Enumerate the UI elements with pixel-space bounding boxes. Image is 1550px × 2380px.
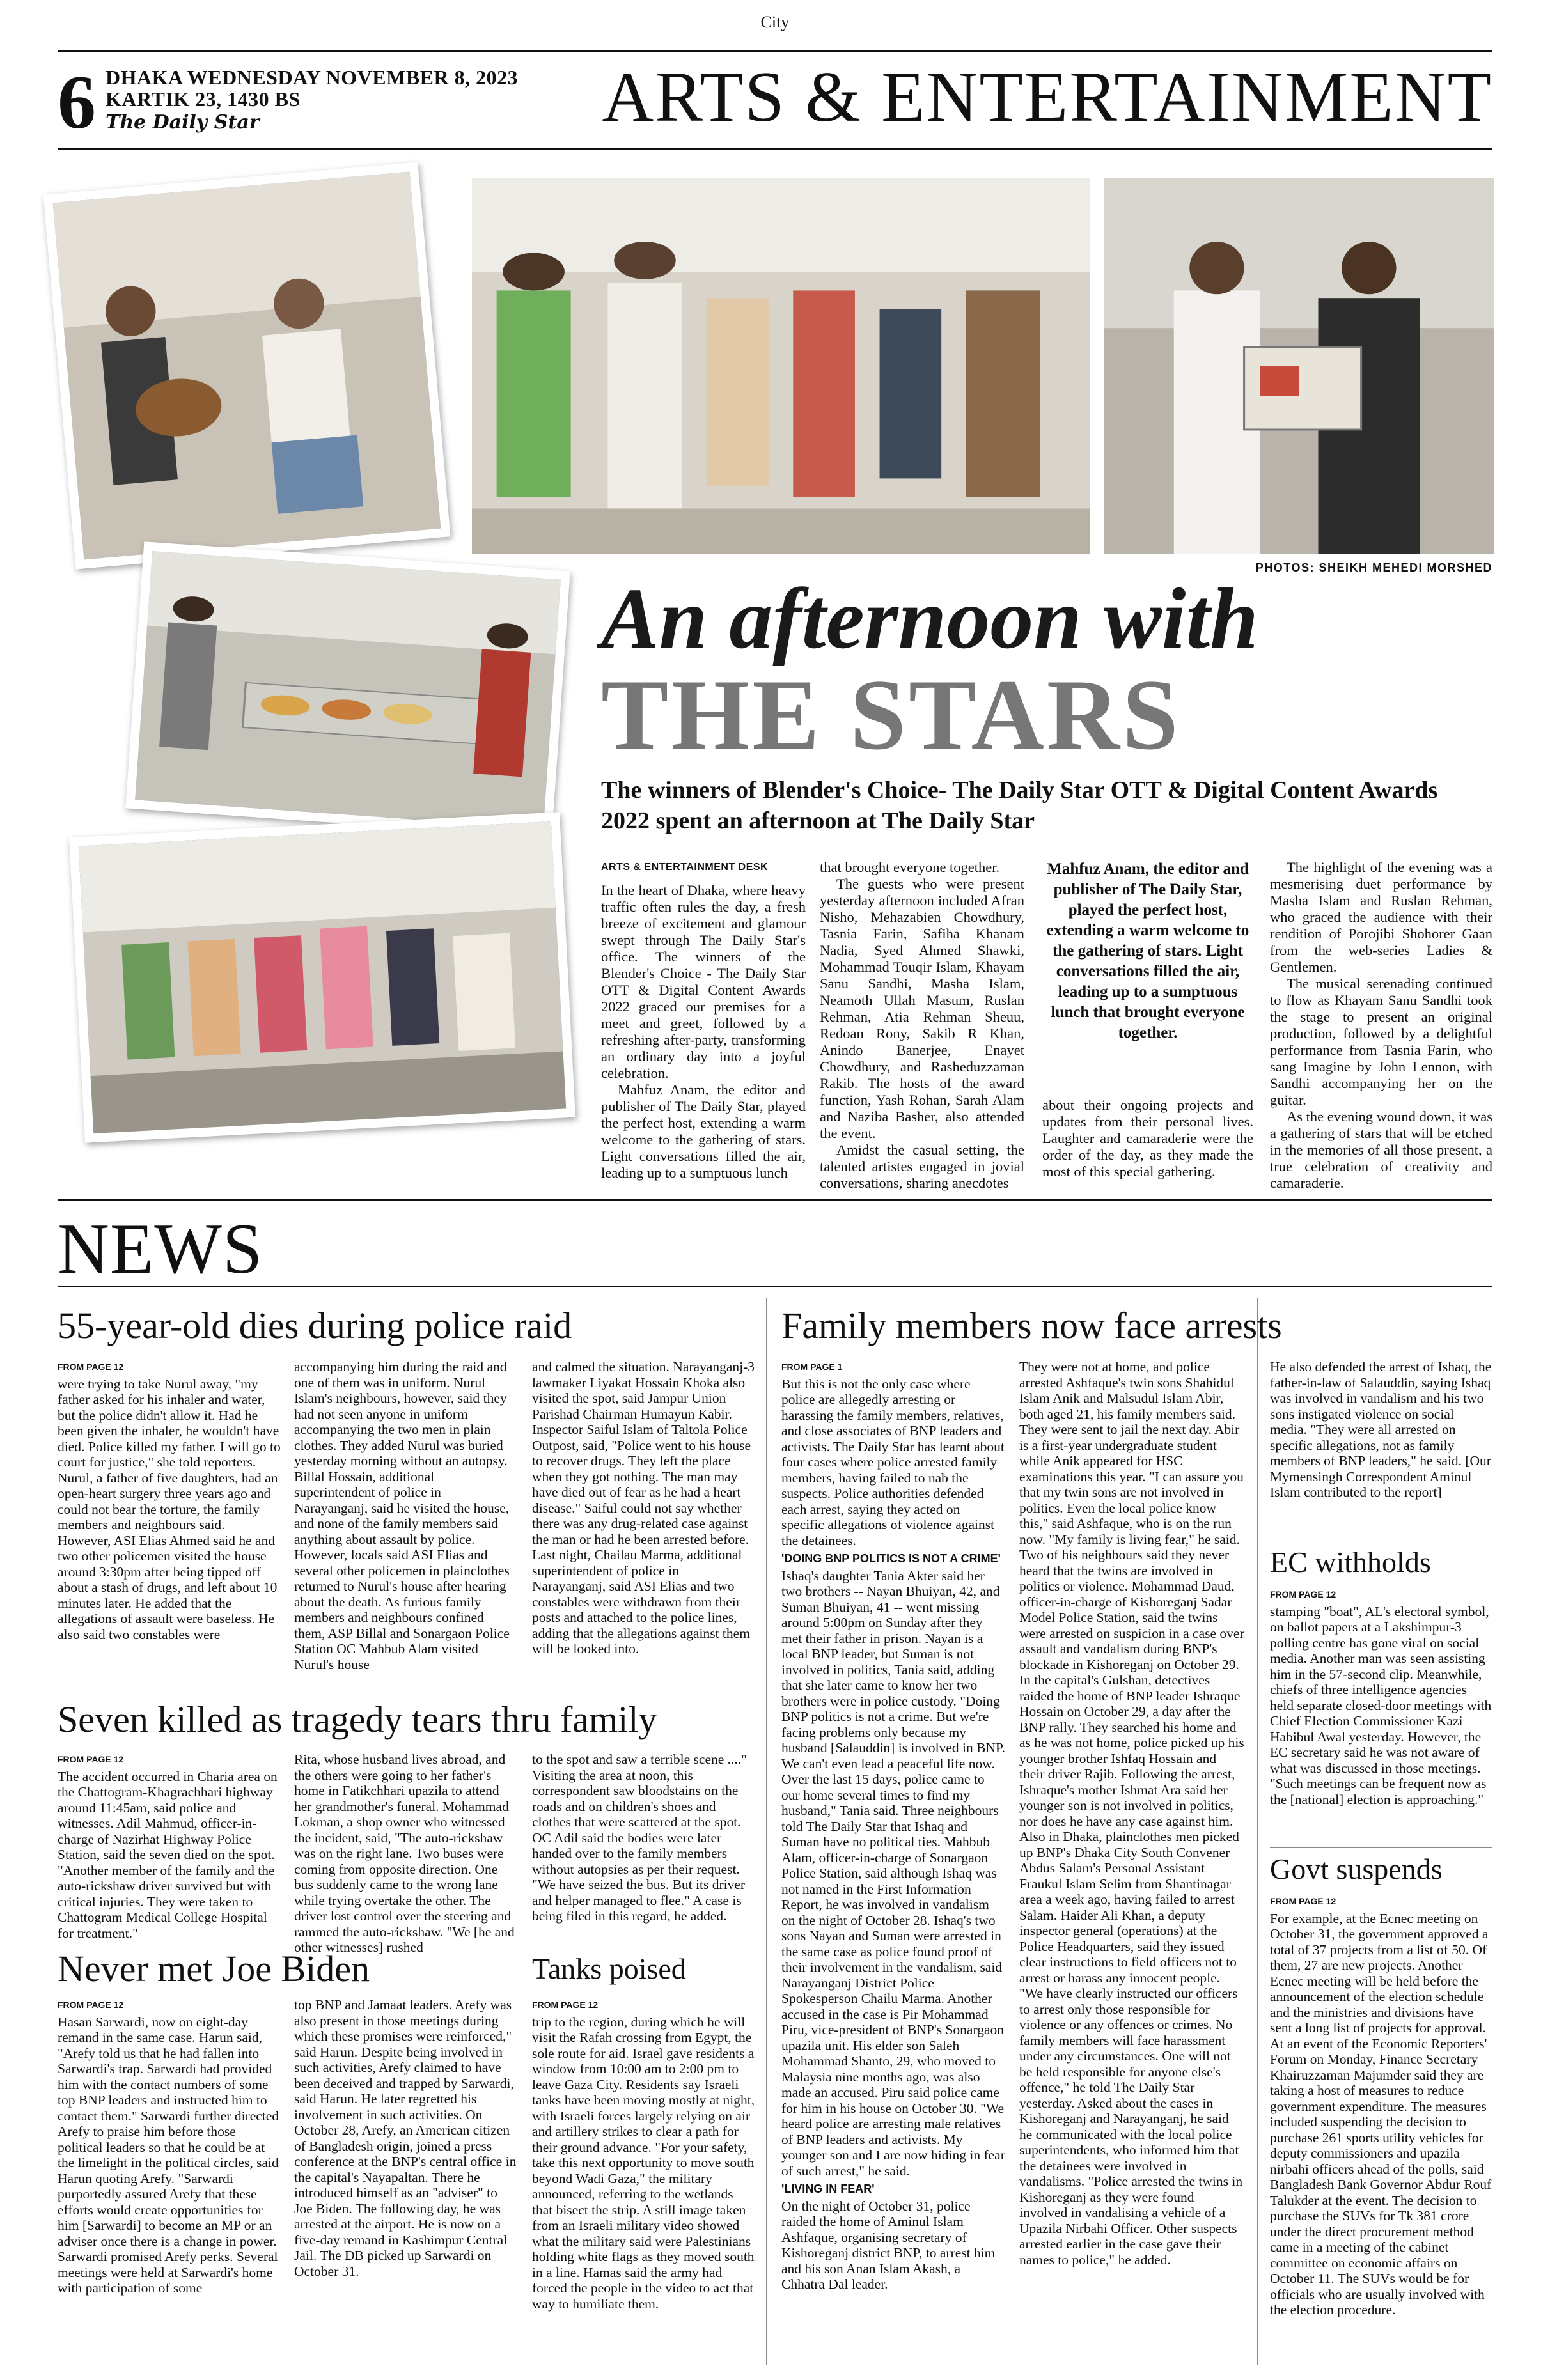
story2-column-3 bbox=[532, 1752, 756, 1924]
news-bottom-rule bbox=[58, 1286, 1492, 1287]
feature-column-1 bbox=[601, 859, 806, 1181]
story4-from-page: FROM PAGE 12 bbox=[532, 2000, 599, 2010]
feature-paragraph: In the heart of Dhaka, where heavy traffic often rules the day, a fresh breeze of excitement and glamour swept through The Daily Star's office. The winners of the Blender's Choice - The Daily Star OTT & Digital Content Awards 2022 graced our premises for a meet and greet, followed by a refreshing after-party, transforming an ordinary day into a joyful celebration. bbox=[601, 882, 806, 1081]
column-divider bbox=[766, 1298, 767, 2365]
story-headline-ec-withholds: EC withholds bbox=[1270, 1546, 1431, 1578]
story-paragraph: and calmed the situation. Narayanganj-3 lawmaker Liyakat Hossain Khoka also visited the spot, said Jampur Union Parishad Chairman Humayun Kabir. Inspector Saiful Islam of Taltola Police Outpost, said, "Police went to his house to recover drugs. They left the place when they got nothing. The man may have died out of fear as he had a heart disease." Saiful could not say whether there was any drug-related case against the man or had he been arrested before. Last night, Chailau Marma, additional superintendent of police in Narayanganj, said ASI Elias and two constables were withdrawn from their posts and attached to the police lines, adding that the allegations against them will be looked into. bbox=[532, 1359, 755, 1656]
photo-credit: PHOTOS: SHEIKH MEHEDI MORSHED bbox=[1255, 561, 1492, 574]
story5-from-page: FROM PAGE 1 bbox=[781, 1362, 843, 1372]
story-divider bbox=[1270, 1847, 1492, 1848]
column-divider bbox=[1257, 1298, 1258, 2365]
story-paragraph: were trying to take Nurul away, "my father asked for his inhaler and water, but the police didn't allow it. Had he been given the inhaler, he wouldn't have died. Police killed my father. I will go to court for justice," she told reporters. Nurul, a father of five daughters, had an open-heart surgery three years ago and could not bear the torture, the family members and neighbours said. However, ASI Elias Ahmed said he and two other policemen visited the house around 3:30pm after being tipped off about a stash of drugs, and left about 10 minutes later. He added that the allegations of assault were baseless. He also said two constables were bbox=[58, 1376, 281, 1642]
story-paragraph: They were not at home, and police arrested Ashfaque's twin sons Shahidul Islam Anik and Malsudul Islam Abir, both aged 21, his family members said. They were sent to jail the next day. Abir is a first-year undergraduate student while Anik appeared for HSC examinations this year. "I can assure you that my twin sons are not involved in politics. Even the local police know this," said Ashfaque, who is on the run now. "My family is living fear," he said. Two of his neighbours said they never heard that the twins are involved in politics or violence. Mohammad Daud, officer-in-charge of Kishoreganj Sadar Model Police Station, said the twins were arrested on suspicion in a case over assault and vandalism during BNP's blockade in Kishoreganj on October 29. In the capital's Gulshan, detectives raided the home of BNP leader Ishraque Hossain on October 29, a day after the BNP rally. They searched his home and as he was not home, police picked up his younger brother Ishfaq Hossain and their driver Rajib. Following the arrest, Ishraque's mother Ishmat Ara said her younger son is not involved in politics, nor does he have any case against him. Also in Dhaka, plainclothes men picked up BNP's Dhaka City South Convener Abdus Salam's Personal Assistant Fraukul Islam Selim from Shantinagar area a week ago, having failed to arrest Salam. Haider Ali Khan, a deputy inspector general (operations) at the Police Headquarters, said they issued clear instructions to field officers not to arrest or harass any innocent people. "We have clearly instructed our officers to arrest only those responsible for violence or any offences or crimes. No family members will face harassment under any circumstances. One will not be held responsible for anyone else's offence," he told The Daily Star yesterday. Asked about the cases in Kishoreganj and Narayanganj, he said he communicated with the local police superintendents, who informed him that the detainees were involved in vandalisms. "Police arrested the twins in Kishoreganj as they were found involved in vandalising a vehicle of a Upazila Nirbahi Officer. Other suspects arrested earlier in the case gave their names to police," he added. bbox=[1019, 1359, 1244, 2267]
feature-column-2 bbox=[820, 859, 1024, 1192]
photo-audience-music bbox=[69, 812, 575, 1143]
feature-column-3 bbox=[1042, 1097, 1253, 1180]
photo-guitar-duo bbox=[43, 162, 450, 569]
feature-paragraph: Amidst the casual setting, the talented artistes engaged in jovial conversations, sharing anecdotes bbox=[820, 1142, 1024, 1191]
page-number: 6 bbox=[58, 59, 96, 144]
story-paragraph: stamping "boat", AL's electoral symbol, on ballot papers at a Lakshimpur-3 polling centre has gone viral on social media. Another man was seen assisting him in the 57-second clip. Meanwhile, chiefs of three intelligence agencies held separate closed-door meetings with Chief Election Commissioner Kazi Habibul Awal yesterday. However, the EC secretary said he was not aware of what was discussed in those meetings. "Such meetings can be frequent now as the [national] election is approaching." bbox=[1270, 1603, 1492, 1807]
photo-group-illustration bbox=[472, 178, 1090, 554]
story6-from-page: FROM PAGE 12 bbox=[1270, 1589, 1336, 1599]
feature-headline-line1: An afternoon with bbox=[601, 571, 1258, 667]
feature-standfirst: The winners of Blender's Choice- The Daily Star OTT & Digital Content Awards 2022 spent an afternoon at The Daily Star bbox=[601, 777, 1438, 834]
paper-name: The Daily Star bbox=[106, 111, 260, 134]
photo-group-celebration bbox=[472, 178, 1090, 554]
story3-column-1 bbox=[58, 1997, 281, 2296]
section-title: ARTS & ENTERTAINMENT bbox=[602, 58, 1492, 137]
feature-pull-quote: Mahfuz Anam, the editor and publisher of The Daily Star, played the perfect host, extending a warm welcome to the gathering of stars. Light conversations filled the air, leading up to a sumptuous lunch that brought everyone together. bbox=[1046, 860, 1249, 1041]
story-paragraph: Rita, whose husband lives abroad, and the others were going to her father's home in Fatikchhari upazila to attend her grandmother's funeral. Mohammad Lokman, a shop owner who witnessed the incident, said, "The auto-rickshaw was on the right lane. Two buses were coming from opposite direction. One bus suddenly came to the wrong lane while trying overtake the other. The driver lost control over the steering and rammed the auto-rickshaw. "We [he and other witnesses] rushed bbox=[294, 1752, 515, 1955]
story-headline-tanks-poised: Tanks poised bbox=[532, 1952, 686, 1985]
dateline bbox=[106, 66, 518, 110]
story5-subhead-1: 'DOING BNP POLITICS IS NOT A CRIME' bbox=[781, 1552, 1001, 1565]
story5-column-2 bbox=[1019, 1359, 1244, 2267]
news-top-rule bbox=[58, 1199, 1492, 1201]
feature-paragraph: Mahfuz Anam, the editor and publisher of The Daily Star, played the perfect host, extending a warm welcome to the gathering of stars. Light conversations filled the air, leading up to a sumptuous lunch bbox=[601, 1082, 806, 1181]
photo-buffet-lunch bbox=[125, 541, 570, 838]
feature-paragraph: The musical serenading continued to flow as Khayam Sanu Sandhi took the stage to present an original production, followed by a delightful performance from Tasnia Farin, who sang Imagine by John Lennon, with Sandhi accompanying her on the guitar. bbox=[1270, 976, 1492, 1108]
page-section-label: City bbox=[760, 13, 790, 31]
feature-paragraph: that brought everyone together. bbox=[820, 859, 1000, 875]
story3-column-2 bbox=[294, 1997, 518, 2279]
photo-image bbox=[53, 172, 441, 560]
story5-column-3 bbox=[1270, 1359, 1492, 1500]
story7-from-page: FROM PAGE 12 bbox=[1270, 1896, 1336, 1906]
story-paragraph: The accident occurred in Charia area on the Chattogram-Khagrachhari highway around 11:45am, said police and witnesses. Adil Mahmud, officer-in-charge of Nazirhat Highway Police Station, said the seven died on the spot. "Another member of the family and the auto-rickshaw driver survived but with critical injuries. They were taken to Chattogram Medical College Hospital for treatment." bbox=[58, 1768, 278, 1941]
story2-from-page: FROM PAGE 12 bbox=[58, 1754, 124, 1764]
story1-column-3 bbox=[532, 1359, 756, 1657]
story-headline-govt-suspends: Govt suspends bbox=[1270, 1853, 1443, 1885]
story-paragraph: accompanying him during the raid and one of them was in uniform. Nurul Islam's neighbours, however, said they had not seen anyone in uniform accompanying the two men in plain clothes. They added Nurul was buried yesterday morning without an autopsy. Billal Hossain, additional superintendent of police in Narayanganj, said he visited the house, and none of the family members said anything about assault by police. However, locals said ASI Elias and several other policemen in plainclothes returned to Nurul's house after hearing about the death. As furious family members and neighbours confined them, ASP Billal and Sonargaon Police Station OC Mahbub Alam visited Nurul's house bbox=[294, 1359, 510, 1672]
feature-column-4 bbox=[1270, 859, 1492, 1192]
photo-guitar-duo-illustration bbox=[53, 172, 441, 560]
story-paragraph: to the spot and saw a terrible scene ...." Visiting the area at noon, this correspondent saw bloodstains on the roads and on children's shoes and clothes that were scattered at the spot. OC Adil said the bodies were later handed over to the family members without autopsies as per their request. "We have seized the bus. But its driver and helper managed to flee." A case is being filed in this regard, he added. bbox=[532, 1752, 747, 1924]
story5-column-1 bbox=[781, 1359, 1005, 2292]
story-paragraph: But this is not the only case where police are allegedly arresting or harassing the family members, relatives, and close associates of BNP leaders and activists. The Daily Star has learnt about four cases where police arrested family members, having failed to nab the suspects. Police authorities defended each arrest, saying they acted on specific allegations of violence against the detainees. bbox=[781, 1376, 1005, 1548]
story-paragraph: trip to the region, during which he will visit the Rafah crossing from Egypt, the sole route for aid. Israel gave residents a window from 10:00 am to 2:00 pm to leave Gaza City. Residents say Israeli tanks have been moving mostly at night, with Israeli forces largely relying on air and artillery strikes to clear a path for their ground advance. "For your safety, take this next opportunity to move south beyond Wadi Gaza," the military announced, referring to the wetlands that bisect the strip. A still image taken from an Israeli military video showed what the military said were Palestinians holding white flags as they moved south in a line. Hamas said the army had forced the people in the video to act that way to humiliate them. bbox=[532, 2014, 755, 2312]
story-paragraph: top BNP and Jamaat leaders. Arefy was also present in those meetings during which these promises were reinforced," said Harun. Despite being involved in such activities, Arefy claimed to have been deceived and trapped by Sarwardi, said Harun. He later regretted his involvement in such activities. On October 28, Arefy, an American citizen of Bangladesh origin, joined a press conference at the BNP's central office in the capital's Nayapaltan. There he introduced himself as an "adviser" to Joe Biden. The following day, he was arrested at the airport. He is now on a five-day remand in Kashimpur Central Jail. The DB picked up Sarwardi on October 31. bbox=[294, 1997, 517, 2279]
header-rule bbox=[58, 148, 1492, 150]
story3-from-page: FROM PAGE 12 bbox=[58, 2000, 124, 2010]
story2-column-1 bbox=[58, 1752, 281, 1941]
story6-column-1 bbox=[1270, 1587, 1492, 1807]
photo-image bbox=[135, 551, 561, 828]
news-section-title: NEWS bbox=[58, 1209, 263, 1289]
story-paragraph: He also defended the arrest of Ishaq, the father-in-law of Salauddin, saying Ishaq was involved in vandalism and his two sons instigated violence on social media. "They were all arrested on specific allegations, not as family members of BNP leaders," he said. [Our Mymensingh Correspondent Aminul Islam contributed to the report] bbox=[1270, 1359, 1492, 1500]
photo-image bbox=[79, 821, 567, 1133]
story1-column-1 bbox=[58, 1359, 281, 1642]
story-paragraph: On the night of October 31, police raided the home of Aminul Islam Ashfaque, organising secretary of Kishoreganj district BNP, to arrest him and his son Anan Islam Akash, a Chhatra Dal leader. bbox=[781, 2198, 996, 2292]
story-paragraph: For example, at the Ecnec meeting on October 31, the government approved a total of 37 projects from a list of 50. Of them, 27 are new projects. Another Ecnec meeting will be held before the announcement of the election schedule and the ministries and divisions have sent a long list of projects for approval. At an event of the Economic Reporters' Forum on Monday, Finance Secretary Khairuzzaman Majumder said they are taking a host of measures to reduce government expenditure. The measures included suspending the decision to purchase 261 sports utility vehicles for deputy commissioners and upazila nirbahi officers ahead of the polls, said Bangladesh Bank Governor Abdur Rouf Talukder at the event. The decision to purchase the SUVs for Tk 381 crore under the direct procurement method came in a meeting of the cabinet committee on economic affairs on October 11. The SUVs would be for officials who are usually involved with the election procedure. bbox=[1270, 1910, 1492, 2317]
story-headline-seven-killed: Seven killed as tragedy tears thru family bbox=[58, 1699, 657, 1740]
story7-column-1 bbox=[1270, 1894, 1492, 2318]
feature-paragraph: about their ongoing projects and updates from their personal lives. Laughter and camaraderie were the order of the day, as they made the most of this special gathering. bbox=[1042, 1097, 1253, 1179]
story-paragraph: Ishaq's daughter Tania Akter said her two brothers -- Nayan Bhuiyan, 42, and Suman Bhuiyan, 41 -- went missing around 5:00pm on Sunday after they met their father in prison. Nayan is a local BNP leader, but Suman is not involved in politics, Tania said, adding that she later came to know her two brothers were in police custody. "Doing BNP politics is not a crime. But we're facing problems only because my husband [Salauddin] is involved in BNP. We can't even lead a peaceful life now. Over the last 15 days, police came to our home several times to find my husband," Tania said. Three neighbours told The Daily Star that Ishaq and Suman have no political ties. Mahbub Alam, officer-in-charge of Sonargaon Police Station, said although Ishaq was not named in the First Information Report, he was involved in vandalism on the night of October 28. Ishaq's two sons Nayan and Suman were arrested in the same case as police found proof of their involvement in the vandalism, said Narayanganj District Police Spokesperson Chailu Marma. Another accused in the case is Pir Mohammad Piru, vice-president of BNP's Sonargaon upazila unit. His elder son Saleh Mohammad Shanto, 29, who moved to Malaysia nine months ago, was also made an accused. Piru said police came for him in his house on October 30. "We heard police are arresting male relatives of BNP leaders and activists. My younger son and I are now hiding in fear of such arrest," he said. bbox=[781, 1567, 1005, 2179]
photo-reading-paper bbox=[1104, 178, 1494, 554]
story2-column-2 bbox=[294, 1752, 518, 1956]
photo-audience-illustration bbox=[79, 821, 567, 1133]
story-headline-family-arrests: Family members now face arrests bbox=[781, 1305, 1282, 1346]
feature-byline: ARTS & ENTERTAINMENT DESK bbox=[601, 862, 769, 873]
top-rule bbox=[58, 50, 1492, 52]
feature-headline-line2: THE STARS bbox=[601, 659, 1181, 771]
feature-paragraph: As the evening wound down, it was a gathering of stars that will be etched in the memories of all those present, a true celebration of creativity and camaraderie. bbox=[1270, 1108, 1492, 1191]
feature-paragraph: The guests who were present yesterday afternoon included Afran Nisho, Mehazabien Chowdhury, Tasnia Farin, Safiha Khanam Nadia, Syed Ahmed Shawki, Mohammad Touqir Islam, Khayam Sanu Sandhi, Masha Islam, Neamoth Ullah Masum, Ruslan Rehman, Atia Rehman Sheuu, Redoan Rony, Sakib R Khan, Anindo Banerjee, Enayet Chowdhury, and Rasheduzzaman Rakib. The hosts of the award function, Yash Rohan, Sarah Alam and Naziba Basher, also attended the event. bbox=[820, 876, 1024, 1141]
story1-column-2 bbox=[294, 1359, 518, 1672]
feature-paragraph: The highlight of the evening was a mesmerising duet performance by Masha Islam and Ruslan Rehman, who graced the audience with their rendition of Porojibi Shohorer Gaan from the web-series Ladies & Gentlemen. bbox=[1270, 859, 1492, 975]
date-line-2: KARTIK 23, 1430 BS bbox=[106, 88, 301, 111]
story4-column-1 bbox=[532, 1997, 756, 2312]
photo-buffet-illustration bbox=[135, 551, 561, 828]
story1-from-page: FROM PAGE 12 bbox=[58, 1362, 124, 1372]
photo-reading-illustration bbox=[1104, 178, 1494, 554]
story5-subhead-2: 'LIVING IN FEAR' bbox=[781, 2182, 875, 2195]
story-headline-police-raid: 55-year-old dies during police raid bbox=[58, 1305, 572, 1346]
date-line-1: DHAKA WEDNESDAY NOVEMBER 8, 2023 bbox=[106, 66, 519, 89]
story-paragraph: Hasan Sarwardi, now on eight-day remand in the same case. Harun said, "Arefy told us that he had fallen into Sarwardi's trap. Sarwardi had provided him with the contact numbers of some top BNP leaders and instructed him to contact them." Sarwardi further directed Arefy to praise him before those political leaders so that he could be at the limelight in the political circles, said Harun quoting Arefy. "Sarwardi purportedly assured Arefy that these efforts would create opportunities for him [Sarwardi] to become an MP or an adviser once there is a change in power. Sarwardi promised Arefy perks. Several meetings were held at Sarwardi's home with participation of some bbox=[58, 2014, 279, 2296]
story-headline-joe-biden: Never met Joe Biden bbox=[58, 1948, 370, 1989]
